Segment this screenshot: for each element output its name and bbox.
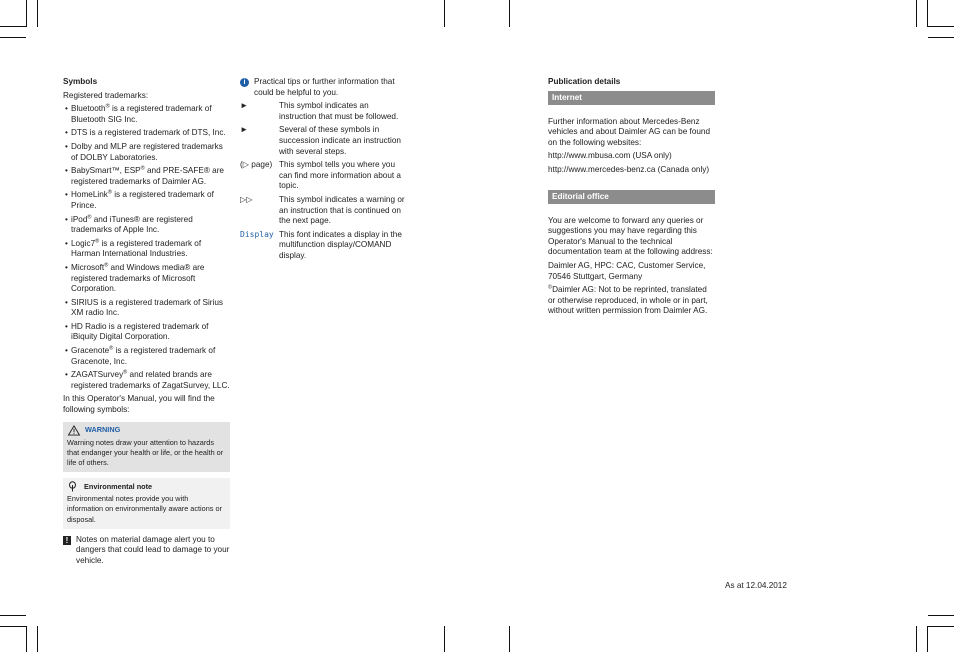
- symbol-key: (▷ page): [240, 160, 273, 170]
- tip-note: [240, 77, 408, 98]
- internet-section-bar: Internet: [548, 91, 715, 105]
- symbol-key: Display: [240, 229, 274, 239]
- leaf-icon: [67, 481, 78, 492]
- list-item: • ZAGATSurvey® and related brands are registered trademarks of ZagatSurvey, LLC.: [63, 370, 230, 391]
- trademark-list: [63, 104, 230, 391]
- tip-text: Practical tips or further information that could be helpful to you.: [254, 77, 395, 97]
- list-item: [240, 230, 408, 262]
- symbols-column: [63, 77, 230, 567]
- manual-intro: In this Operator's Manual, you will find the following symbols:: [63, 394, 215, 415]
- list-item: • HomeLink® is a registered trademark of Prince.: [63, 190, 230, 211]
- crop-mark: [0, 615, 26, 616]
- material-damage-note: [63, 535, 230, 567]
- list-item: • Microsoft® and Windows media® are registered trademarks of Microsoft Corporation.: [63, 263, 230, 295]
- registered-label: Registered trademarks:: [63, 90, 149, 100]
- editorial-text: You are welcome to forward any queries or suggestions you may have regarding this Operator's Manual to the technical documentation team at the following address:: [548, 215, 713, 257]
- list-item: [240, 195, 408, 227]
- symbol-description: Several of these symbols in succession indicate an instruction with several steps.: [279, 125, 401, 156]
- list-item: [240, 125, 408, 157]
- symbols-heading: Symbols: [63, 77, 98, 86]
- crop-mark: [509, 0, 510, 27]
- list-item: • Gracenote® is a registered trademark of Gracenote, Inc.: [63, 346, 230, 367]
- symbol-key: ►: [240, 125, 249, 135]
- crop-mark: [444, 626, 445, 652]
- environmental-title: Environmental note: [84, 481, 153, 491]
- crop-mark: [26, 626, 27, 652]
- crop-mark: [509, 626, 510, 652]
- symbol-description: This symbol indicates a warning or an instruction that is continued on the next page.: [279, 194, 405, 226]
- list-item: • SIRIUS is a registered trademark of Sirius XM radio Inc.: [63, 298, 230, 319]
- list-item: • Logic7® is a registered trademark of Harman International Industries.: [63, 239, 230, 260]
- material-damage-text: Notes on material damage alert you to dangers that could lead to damage to your vehicle.: [76, 534, 230, 566]
- symbol-key: ▷▷: [240, 194, 253, 204]
- warning-box: [63, 422, 230, 473]
- editorial-section-bar: Editorial office: [548, 190, 715, 204]
- url-canada: http://www.mercedes-benz.ca (Canada only): [548, 164, 710, 174]
- edition-date: As at 12.04.2012: [725, 581, 787, 590]
- publication-column: [548, 77, 715, 320]
- warning-title: WARNING: [85, 425, 121, 435]
- info-icon: i: [240, 78, 249, 87]
- warning-text: Warning notes draw your attention to hazards that endanger your health or life, or the health or life of others.: [67, 437, 224, 468]
- warning-triangle-icon: [67, 425, 81, 436]
- crop-mark: [928, 26, 954, 27]
- crop-mark: [928, 615, 954, 616]
- crop-mark: [37, 626, 38, 652]
- crop-mark: [444, 0, 445, 27]
- symbol-description: This symbol tells you where you can find more information about a topic.: [279, 160, 401, 191]
- crop-mark: [0, 26, 26, 27]
- list-item: • iPod® and iTunes® are registered trademarks of Apple Inc.: [63, 215, 230, 236]
- environmental-text: Environmental notes provide you with information on environmentally aware actions or disposal.: [67, 494, 222, 524]
- address: Daimler AG, HPC: CAC, Customer Service, 70546 Stuttgart, Germany: [548, 260, 706, 281]
- crop-mark: [927, 0, 928, 27]
- symbol-key: ►: [240, 101, 249, 111]
- exclamation-icon: !: [63, 536, 71, 545]
- copyright-note: ©Daimler AG: Not to be reprinted, translated or otherwise reproduced, in whole or in part, without written permission from Daimler AG.: [548, 284, 708, 316]
- crop-mark: [928, 626, 954, 627]
- environmental-box: [63, 478, 230, 529]
- list-item: • BabySmart™, ESP® and PRE-SAFE® are registered trademarks of Daimler AG.: [63, 166, 230, 187]
- crop-mark: [928, 37, 954, 38]
- publication-heading: Publication details: [548, 77, 621, 86]
- list-item: [240, 101, 408, 122]
- crop-mark: [0, 37, 26, 38]
- crop-mark: [37, 0, 38, 27]
- symbol-list-column: [240, 77, 408, 265]
- url-usa: http://www.mbusa.com (USA only): [548, 151, 672, 161]
- list-item: • Bluetooth® is a registered trademark of Bluetooth SIG Inc.: [63, 104, 230, 125]
- list-item: • HD Radio is a registered trademark of iBiquity Digital Corporation.: [63, 322, 230, 343]
- list-item: • Dolby and MLP are registered trademarks of DOLBY Laboratories.: [63, 142, 230, 163]
- crop-mark: [26, 0, 27, 27]
- crop-mark: [916, 626, 917, 652]
- symbol-description: This symbol indicates an instruction that must be followed.: [279, 101, 399, 121]
- symbol-description: This font indicates a display in the multifunction display/COMAND display.: [279, 229, 402, 260]
- internet-text: Further information about Mercedes-Benz vehicles and about Daimler AG can be found on the following websites:: [548, 116, 711, 147]
- list-item: • DTS is a registered trademark of DTS, Inc.: [63, 128, 230, 139]
- list-item: [240, 160, 408, 192]
- crop-mark: [916, 0, 917, 27]
- crop-mark: [927, 626, 928, 652]
- crop-mark: [0, 626, 26, 627]
